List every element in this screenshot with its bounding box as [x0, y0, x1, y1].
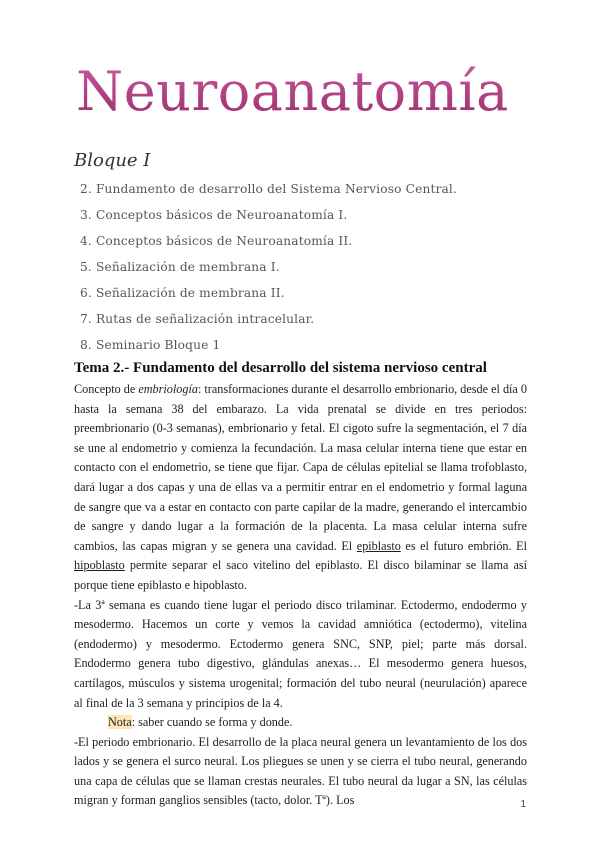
toc-item: 8. Seminario Bloque 1: [80, 338, 221, 352]
toc-item: 7. Rutas de señalización intracelular.: [80, 312, 315, 326]
toc-item: 4. Conceptos básicos de Neuroanatomía II.: [80, 234, 353, 248]
text-run: permite separar el saco vitelino del epiblasto. El disco bilaminar se llama así porque tiene epiblasto e hipoblasto.: [74, 558, 527, 592]
toc-item: 3. Conceptos básicos de Neuroanatomía I.: [80, 208, 348, 222]
section-heading: Tema 2.- Fundamento del desarrollo del sistema nervioso central: [74, 360, 487, 376]
term-embriologia: embriología: [138, 382, 198, 396]
page-number: 1: [520, 799, 526, 810]
document-title: Neuroanatomía: [76, 60, 509, 123]
document-body: [74, 358, 527, 811]
text-run: Concepto de: [74, 382, 139, 396]
term-epiblasto: epiblasto: [356, 538, 401, 553]
paragraph-tercera-semana: -La 3ª semana es cuando tiene lugar el periodo disco trilaminar. Ectodermo, endodermo y mesodermo. Hacemos un corte y vemos la cavidad amniótica (ectodermo), vitelina (endodermo) y mesodermo. Ectodermo genera SNC, SNP, piel; parte más dorsal. Endodermo genera tubo digestivo, glándulas anexas… El mesodermo genera huesos, cartílagos, músculos y sistema urogenital; formación del tubo neural (neurulación) aparece al final de la 3 semana y principios de la 4.: [74, 597, 527, 710]
note-line: [74, 713, 527, 733]
toc-item: 2. Fundamento de desarrollo del Sistema Nervioso Central.: [80, 182, 457, 196]
toc-item: 6. Señalización de membrana II.: [80, 286, 285, 300]
toc-item: 5. Señalización de membrana I.: [80, 260, 280, 274]
text-run: : transformaciones durante el desarrollo embrionario, desde el día 0 hasta la semana 38 del embarazo. La vida prenatal se divide en tres periodos: preembrionario (0-3 semanas), embrionario y fetal. El cigoto sufre la segmentación, el 7 día se une al endometrio y comienza la fecundación. La masa celular interna tiene que estar en contacto con el endometrio, se tiene que fijar. Capa de células epitelial se llama trofoblasto, dará lugar a dos capas y una de ellas va a permitir entrar en el endometrio y formal laguna de sangre que va a estar en contacto con parte capilar de la madre, generando el intercambio de sangre y dando lugar a la formación de la placenta. La masa celular interna sufre cambios, las capas migran y se genera una cavidad. El: [74, 382, 527, 553]
text-run: es el futuro embrión. El: [400, 538, 527, 553]
note-label: Nota: [108, 715, 132, 730]
paragraph-periodo-embrionario: -El periodo embrionario. El desarrollo de la placa neural genera un levantamiento de los dos lados y se genera el surco neural. Los pliegues se unen y se cierra el tubo neural, generando una capa de células que se llaman crestas neurales. El tubo neural da lugar a SN, las células migran y forman ganglios sensibles (tacto, dolor. Tª). Los: [74, 734, 527, 808]
term-hipoblasto: hipoblasto: [74, 558, 125, 573]
table-of-contents: [80, 176, 457, 358]
paragraph-embriologia: [74, 380, 527, 596]
note-text: : saber cuando se forma y donde.: [131, 715, 293, 730]
block-label: Bloque I: [74, 150, 151, 171]
